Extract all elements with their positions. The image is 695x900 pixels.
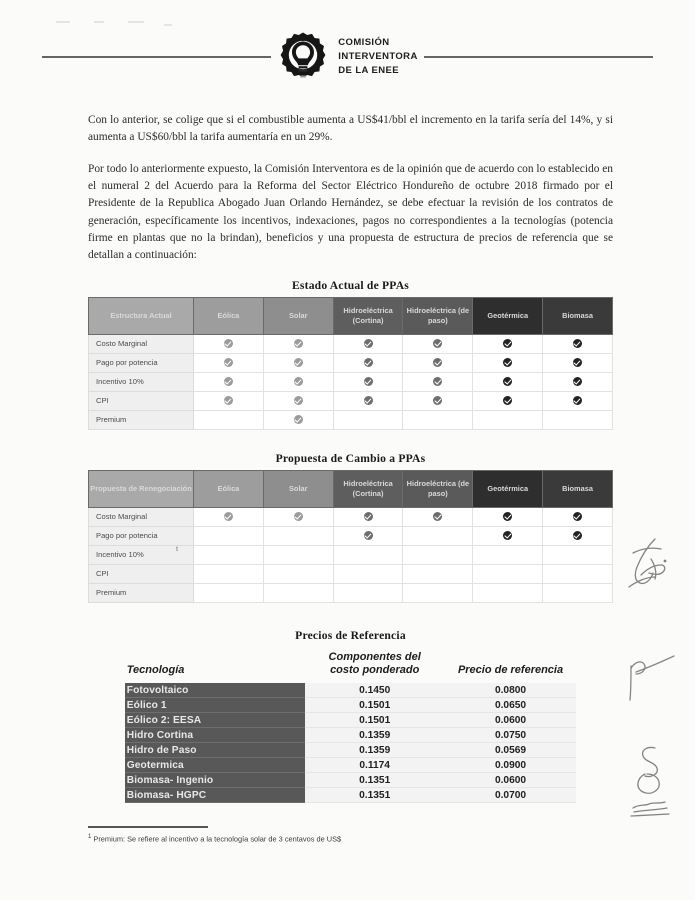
check-icon (433, 396, 442, 405)
check-icon (224, 377, 233, 386)
row-label: Premium (89, 410, 194, 429)
check-icon (573, 512, 582, 521)
row-label: Premium (89, 583, 194, 602)
table3-col-componentes-line2: costo ponderado (330, 663, 420, 676)
check-icon (573, 358, 582, 367)
cell-precio: 0.0600 (445, 773, 576, 788)
cell-checked (473, 334, 543, 353)
cell-empty (333, 410, 403, 429)
cell-empty (403, 583, 473, 602)
cell-empty (473, 583, 543, 602)
table1-col-biomasa: Biomasa (543, 297, 613, 334)
check-icon (224, 396, 233, 405)
cell-empty (194, 545, 264, 564)
cell-checked (194, 353, 264, 372)
table-row (89, 526, 613, 545)
check-icon (433, 339, 442, 348)
signature-mark-2 (619, 650, 681, 710)
table-row (89, 391, 613, 410)
cell-empty (473, 545, 543, 564)
check-icon (573, 339, 582, 348)
table-row (89, 583, 613, 602)
cell-checked (403, 334, 473, 353)
cell-checked (543, 334, 613, 353)
table3-title: Precios de Referencia (295, 628, 406, 642)
cell-checked (543, 391, 613, 410)
check-icon (364, 339, 373, 348)
table1-header-row (89, 297, 613, 334)
row-label: Incentivo 10% (89, 372, 194, 391)
cell-checked (473, 526, 543, 545)
cell-checked (403, 391, 473, 410)
cell-precio: 0.0800 (445, 683, 576, 698)
cell-tecnologia: Biomasa- HGPC (125, 788, 305, 803)
footnote-marker: 1 (88, 833, 92, 840)
paragraph-1: Con lo anterior, se colige que si el combustible aumenta a US$41/bbl el incremento en la tarifa sería del 14%, y si aumenta a US$60/bbl la tarifa aumentaría en un 29%. (88, 114, 613, 144)
row-label: Pago por potencia (89, 353, 194, 372)
cell-tecnologia: Eólico 2: EESA (125, 713, 305, 728)
scan-artifact (56, 18, 186, 28)
table-row (125, 788, 577, 803)
table2-title: Propuesta de Cambio a PPAs (275, 451, 426, 465)
table2-corner-header: Propuesta de Renegociación (89, 470, 194, 507)
cell-tecnologia: Hidro de Paso (125, 743, 305, 758)
cell-precio: 0.0700 (445, 788, 576, 803)
cell-checked (333, 391, 403, 410)
signature-mark-1 (621, 535, 681, 605)
cell-checked (473, 372, 543, 391)
table-row (125, 728, 577, 743)
table-row (125, 713, 577, 728)
row-label: Costo Marginal (89, 507, 194, 526)
table-row (125, 743, 577, 758)
check-icon (433, 512, 442, 521)
cell-componente: 0.1359 (305, 728, 445, 743)
check-icon (224, 358, 233, 367)
table2-col-biomasa: Biomasa (543, 470, 613, 507)
institution-logo (271, 31, 423, 83)
table-row (89, 564, 613, 583)
cell-tecnologia: Eólico 1 (125, 698, 305, 713)
table1-col-geotermica: Geotérmica (473, 297, 543, 334)
check-icon (573, 377, 582, 386)
stray-ink-mark: t (176, 544, 179, 553)
cell-checked (263, 507, 333, 526)
check-icon (294, 339, 303, 348)
table2-col-solar: Solar (263, 470, 333, 507)
table-row (89, 372, 613, 391)
cell-empty (543, 410, 613, 429)
cell-precio: 0.0750 (445, 728, 576, 743)
table2-col-hidro-paso: Hidroeléctrica (de paso) (403, 470, 473, 507)
check-icon (224, 339, 233, 348)
check-icon (503, 531, 512, 540)
cell-componente: 0.1359 (305, 743, 445, 758)
cell-checked (263, 391, 333, 410)
gear-lightbulb-icon (277, 31, 329, 83)
logo-line-2: INTERVENTORA (338, 51, 418, 63)
cell-empty (543, 583, 613, 602)
cell-checked (194, 507, 264, 526)
table-row (125, 773, 577, 788)
cell-empty (403, 545, 473, 564)
cell-checked (333, 353, 403, 372)
row-label: CPI (89, 391, 194, 410)
check-icon (364, 512, 373, 521)
cell-checked (543, 507, 613, 526)
table-row (125, 758, 577, 773)
cell-empty (194, 410, 264, 429)
table3-col-componentes (305, 647, 445, 683)
table2-col-eolica: Eólica (194, 470, 264, 507)
table-row (89, 507, 613, 526)
cell-checked (543, 372, 613, 391)
table2-header-row (89, 470, 613, 507)
cell-checked (333, 507, 403, 526)
cell-empty (403, 526, 473, 545)
table3-col-tecnologia: Tecnología (126, 663, 185, 676)
check-icon (433, 358, 442, 367)
check-icon (294, 358, 303, 367)
cell-checked (543, 353, 613, 372)
cell-checked (263, 353, 333, 372)
paragraph-2: Por todo lo anteriormente expuesto, la Comisión Interventora es de la opinión que de acuerdo con lo establecido en el numeral 2 del Acuerdo para la Reforma del Sector Eléctrico Hondureño de octubre 2018 firmado por el Presidente de la Republica Abogado Juan Orlando Hernández, se debe efectuar la revisión de los contratos de generación, específicamente los incentivos, indexaciones, pagos no correspondientes a la tecnologías (potencia firme en plantas que no la brindan), beneficios y una propuesta de estructura de precios de referencia que se detallan a continuación: (88, 162, 613, 262)
check-icon (503, 396, 512, 405)
cell-checked (263, 334, 333, 353)
document-body (88, 112, 613, 803)
cell-componente: 0.1501 (305, 713, 445, 728)
row-label: Incentivo 10% (89, 545, 194, 564)
cell-empty (263, 526, 333, 545)
table3-body (125, 683, 577, 803)
cell-componente: 0.1351 (305, 773, 445, 788)
cell-checked (263, 410, 333, 429)
cell-checked (333, 372, 403, 391)
cell-empty (473, 564, 543, 583)
cell-checked (473, 391, 543, 410)
cell-checked (194, 372, 264, 391)
check-icon (503, 377, 512, 386)
check-icon (294, 377, 303, 386)
cell-checked (263, 372, 333, 391)
table-row (125, 683, 577, 698)
cell-empty (403, 564, 473, 583)
cell-componente: 0.1174 (305, 758, 445, 773)
cell-empty (263, 545, 333, 564)
cell-empty (543, 564, 613, 583)
check-icon (503, 512, 512, 521)
footnote-divider (88, 826, 208, 828)
check-icon (503, 358, 512, 367)
logo-line-1: COMISIÓN (338, 37, 390, 49)
cell-precio: 0.0569 (445, 743, 576, 758)
check-icon (364, 358, 373, 367)
check-icon (573, 396, 582, 405)
row-label: CPI (89, 564, 194, 583)
table-row (89, 334, 613, 353)
signature-margin (615, 535, 691, 835)
check-icon (224, 512, 233, 521)
header-rule-left (42, 56, 271, 58)
check-icon (503, 339, 512, 348)
institution-name (338, 36, 417, 77)
table1-title: Estado Actual de PPAs (291, 278, 410, 292)
cell-empty (473, 410, 543, 429)
footnote-block (88, 826, 508, 844)
row-label: Pago por potencia (89, 526, 194, 545)
table3-col-componentes-line1: Componentes del (328, 650, 421, 663)
table1-col-solar: Solar (263, 297, 333, 334)
cell-checked (543, 526, 613, 545)
check-icon (364, 377, 373, 386)
table1-col-hidro-paso: Hidroeléctrica (de paso) (403, 297, 473, 334)
cell-empty (263, 564, 333, 583)
table2-col-hidro-cortina: Hidroeléctrica (Cortina) (333, 470, 403, 507)
table1-col-eolica: Eólica (194, 297, 264, 334)
header-rule-right (424, 56, 653, 58)
table-propuesta-cambio-ppas (88, 470, 613, 603)
table1-col-hidro-cortina: Hidroeléctrica (Cortina) (333, 297, 403, 334)
table3-col-precio: Precio de referencia (457, 663, 564, 676)
check-icon (294, 415, 303, 424)
table-row (89, 410, 613, 429)
table1-corner-header: Estructura Actual (89, 297, 194, 334)
check-icon (294, 512, 303, 521)
table-row (89, 353, 613, 372)
cell-checked (194, 334, 264, 353)
cell-checked (473, 507, 543, 526)
footnote-text: Premium: Se refiere al incentivo a la tecnología solar de 3 centavos de US$ (93, 833, 342, 843)
cell-empty (543, 545, 613, 564)
cell-empty (333, 583, 403, 602)
cell-componente: 0.1351 (305, 788, 445, 803)
row-label: Costo Marginal (89, 334, 194, 353)
signature-mark-3 (625, 740, 683, 830)
cell-tecnologia: Biomasa- Ingenio (125, 773, 305, 788)
cell-empty (403, 410, 473, 429)
cell-tecnologia: Fotovoltaico (125, 683, 305, 698)
cell-empty (333, 545, 403, 564)
check-icon (433, 377, 442, 386)
check-icon (364, 396, 373, 405)
cell-checked (403, 372, 473, 391)
cell-checked (403, 507, 473, 526)
table3-header-row (125, 647, 577, 683)
cell-empty (263, 583, 333, 602)
check-icon (573, 531, 582, 540)
cell-tecnologia: Geotermica (125, 758, 305, 773)
cell-checked (194, 391, 264, 410)
cell-precio: 0.0600 (445, 713, 576, 728)
cell-empty (194, 526, 264, 545)
cell-checked (403, 353, 473, 372)
cell-checked (473, 353, 543, 372)
cell-componente: 0.1450 (305, 683, 445, 698)
check-icon (364, 531, 373, 540)
cell-precio: 0.0650 (445, 698, 576, 713)
table-row (125, 698, 577, 713)
cell-checked (333, 526, 403, 545)
document-header (0, 26, 695, 88)
cell-checked (333, 334, 403, 353)
footnote (88, 833, 508, 845)
table2-col-geotermica: Geotérmica (473, 470, 543, 507)
cell-componente: 0.1501 (305, 698, 445, 713)
cell-empty (194, 583, 264, 602)
cell-precio: 0.0900 (445, 758, 576, 773)
table1-body (89, 334, 613, 429)
table-row (89, 545, 613, 564)
cell-tecnologia: Hidro Cortina (125, 728, 305, 743)
cell-empty (333, 564, 403, 583)
table-estado-actual-ppas (88, 297, 613, 430)
check-icon (294, 396, 303, 405)
logo-line-3: DE LA ENEE (338, 64, 399, 76)
cell-empty (194, 564, 264, 583)
table2-body (89, 507, 613, 602)
table-precios-referencia (125, 647, 577, 803)
